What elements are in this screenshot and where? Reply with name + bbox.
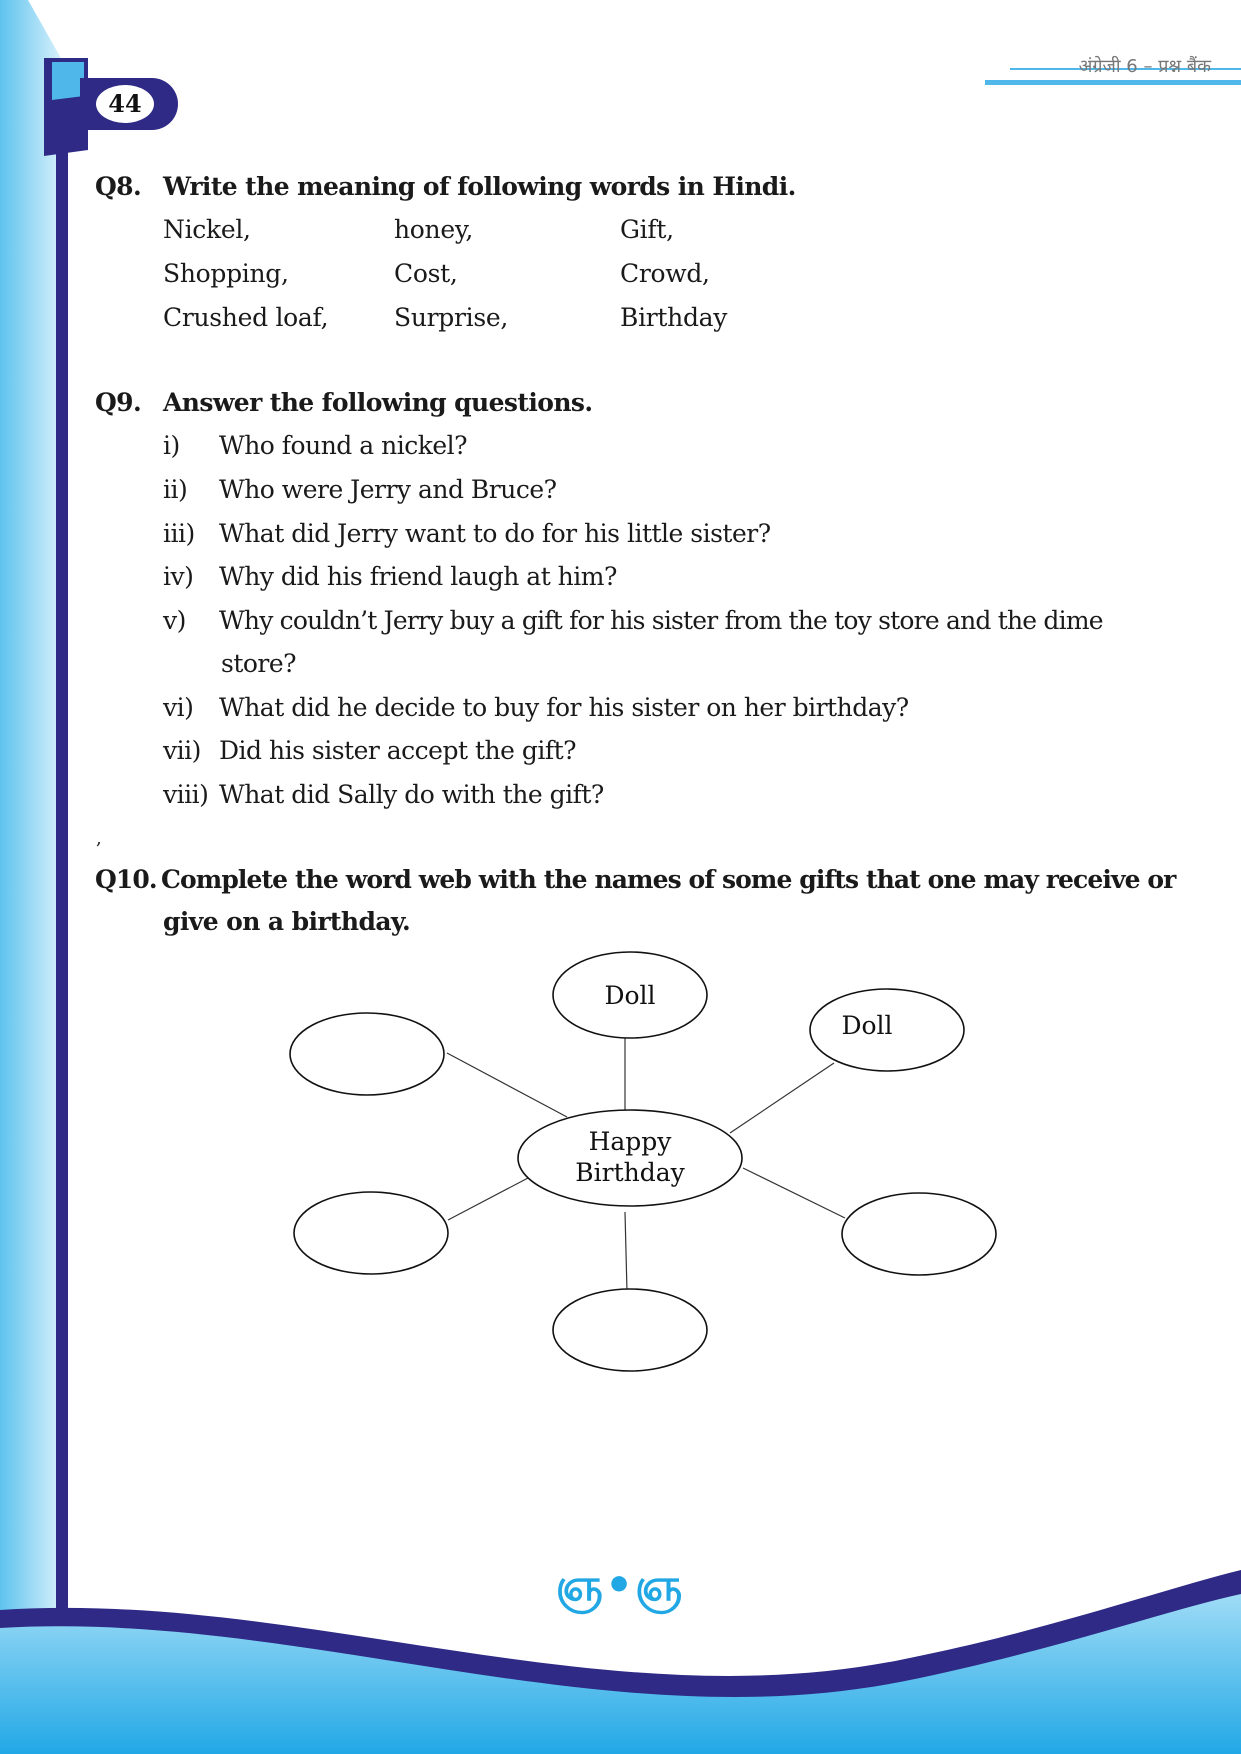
web-node-ellipse <box>290 1013 444 1095</box>
q8-number: Q8. <box>95 172 142 201</box>
question-text: What did he decide to buy for his sister on her birthday? <box>219 693 909 722</box>
vocab-word: Birthday <box>620 303 728 332</box>
stray-mark: , <box>96 828 102 849</box>
question-roman: iv) <box>163 562 194 591</box>
q10-number: Q10. <box>95 865 157 894</box>
question-roman: v) <box>163 606 186 635</box>
web-center-line1: Happy <box>588 1127 672 1156</box>
vocab-word: Nickel, <box>163 215 251 244</box>
web-node-ellipse <box>842 1193 996 1275</box>
web-connector <box>743 1168 845 1218</box>
question-roman: viii) <box>163 780 209 809</box>
q9-number: Q9. <box>95 388 142 417</box>
question-text: Did his sister accept the gift? <box>219 736 577 765</box>
q10-prompt-line2: give on a birthday. <box>163 907 411 936</box>
question-text: store? <box>221 649 297 678</box>
footer-logo: ஞ•ஞ <box>555 1560 685 1611</box>
q8-prompt: Write the meaning of following words in Hindi. <box>163 172 796 201</box>
web-center-line2: Birthday <box>575 1158 685 1187</box>
web-connector <box>730 1063 834 1133</box>
vocab-word: Cost, <box>394 259 458 288</box>
question-roman: ii) <box>163 475 188 504</box>
web-node-label: Doll <box>604 981 656 1010</box>
web-node-ellipse <box>553 1289 707 1371</box>
page-number: 44 <box>96 85 154 123</box>
question-roman: vi) <box>163 693 194 722</box>
vocab-word: Shopping, <box>163 259 289 288</box>
header-title: अंग्रेजी 6 – प्रश्न बैंक <box>1078 56 1211 77</box>
web-node-ellipse <box>294 1192 448 1274</box>
vocab-word: Gift, <box>620 215 674 244</box>
q10-prompt-line1: Complete the word web with the names of some gifts that one may receive or <box>161 865 1176 894</box>
vocab-word: Crowd, <box>620 259 710 288</box>
vocab-word: Surprise, <box>394 303 508 332</box>
q9-prompt: Answer the following questions. <box>163 388 593 417</box>
question-roman: iii) <box>163 519 195 548</box>
web-connector <box>447 1053 567 1117</box>
question-text: Who found a nickel? <box>219 431 468 460</box>
question-text: What did Jerry want to do for his little sister? <box>219 519 771 548</box>
vocab-word: honey, <box>394 215 473 244</box>
question-text: What did Sally do with the gift? <box>219 780 604 809</box>
web-connector <box>448 1178 528 1220</box>
web-connector <box>625 1212 627 1292</box>
question-roman: vii) <box>163 736 201 765</box>
vocab-word: Crushed loaf, <box>163 303 329 332</box>
question-roman: i) <box>163 431 180 460</box>
question-text: Why did his friend laugh at him? <box>219 562 617 591</box>
question-text: Who were Jerry and Bruce? <box>219 475 557 504</box>
question-text: Why couldn’t Jerry buy a gift for his sister from the toy store and the dime <box>219 606 1103 635</box>
web-node-label: Doll <box>841 1011 893 1040</box>
